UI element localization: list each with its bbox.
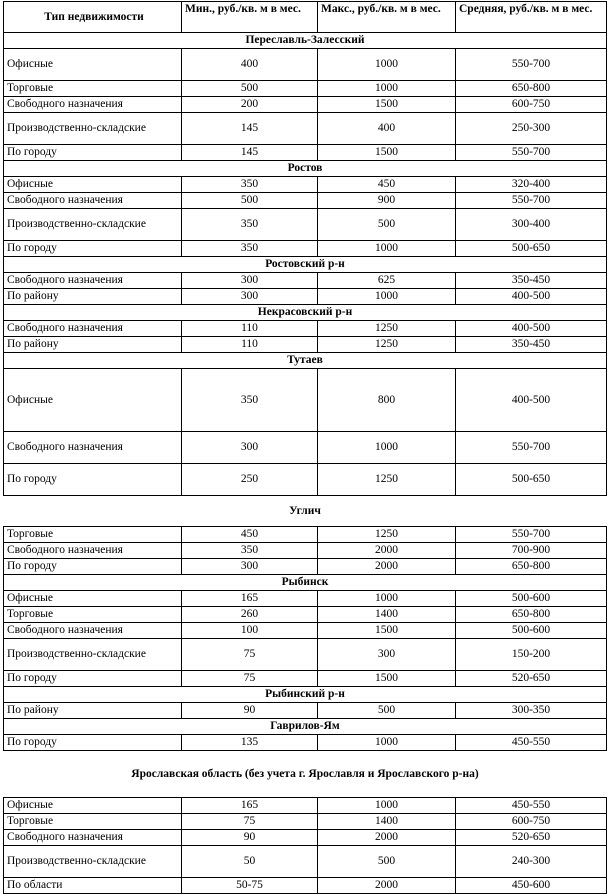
cell-max: 1500 [318,97,456,113]
cell-type: Офисные [4,591,182,607]
cell-avg: 300-350 [456,703,607,719]
group-header-row [4,751,607,798]
table-row [4,113,607,145]
cell-min: 350 [182,241,318,257]
group-header-row [4,305,607,321]
column-header-avg: Средняя, руб./кв. м в мес. [456,2,607,33]
group-header-row [4,719,607,735]
cell-type: Производственно-складские [4,846,182,878]
cell-min: 200 [182,97,318,113]
cell-avg: 650-800 [456,81,607,97]
cell-max: 2000 [318,543,456,559]
table-row [4,798,607,814]
cell-avg: 320-400 [456,177,607,193]
cell-min: 50-75 [182,878,318,894]
cell-avg: 550-700 [456,49,607,81]
cell-min: 90 [182,703,318,719]
cell-type: Торговые [4,81,182,97]
table-body [4,2,607,894]
cell-max: 1000 [318,735,456,751]
rent-price-table [3,1,607,894]
cell-type: Офисные [4,177,182,193]
cell-type: По городу [4,671,182,687]
cell-max: 1250 [318,464,456,496]
group-title: Рыбинск [4,575,607,591]
cell-max: 450 [318,177,456,193]
cell-max: 1000 [318,241,456,257]
cell-min: 500 [182,193,318,209]
column-header-type: Тип недвижимости [4,2,182,33]
cell-type: По району [4,289,182,305]
cell-type: Производственно-складские [4,113,182,145]
cell-avg: 650-800 [456,559,607,575]
cell-max: 1000 [318,432,456,464]
cell-type: По городу [4,559,182,575]
table-row [4,145,607,161]
cell-min: 50 [182,846,318,878]
cell-type: Производственно-складские [4,209,182,241]
cell-min: 110 [182,337,318,353]
cell-type: По городу [4,464,182,496]
cell-avg: 250-300 [456,113,607,145]
cell-max: 500 [318,846,456,878]
cell-min: 75 [182,639,318,671]
table-row [4,464,607,496]
cell-type: Свободного назначения [4,273,182,289]
group-header-row [4,575,607,591]
cell-max: 800 [318,369,456,432]
cell-type: Свободного назначения [4,97,182,113]
cell-min: 300 [182,559,318,575]
cell-max: 2000 [318,878,456,894]
cell-min: 145 [182,145,318,161]
cell-max: 900 [318,193,456,209]
cell-min: 400 [182,49,318,81]
cell-avg: 550-700 [456,145,607,161]
table-row [4,814,607,830]
cell-min: 165 [182,798,318,814]
table-row [4,878,607,894]
cell-max: 1000 [318,798,456,814]
cell-min: 350 [182,543,318,559]
cell-min: 75 [182,814,318,830]
cell-type: Торговые [4,527,182,543]
cell-avg: 500-600 [456,623,607,639]
cell-type: По городу [4,241,182,257]
cell-min: 350 [182,209,318,241]
cell-avg: 450-550 [456,735,607,751]
cell-max: 1000 [318,49,456,81]
table-row [4,321,607,337]
table-row [4,846,607,878]
cell-max: 1250 [318,527,456,543]
cell-type: Свободного назначения [4,321,182,337]
cell-min: 350 [182,369,318,432]
cell-min: 300 [182,432,318,464]
table-row [4,735,607,751]
table-row [4,49,607,81]
cell-max: 500 [318,703,456,719]
cell-avg: 550-700 [456,193,607,209]
cell-max: 400 [318,113,456,145]
table-row [4,81,607,97]
table-row [4,209,607,241]
group-title: Ростов [4,161,607,177]
cell-avg: 450-550 [456,798,607,814]
group-header-row [4,353,607,369]
cell-max: 1500 [318,671,456,687]
group-title: Рыбинский р-н [4,687,607,703]
cell-type: Офисные [4,369,182,432]
group-header-row [4,33,607,49]
table-row [4,671,607,687]
cell-avg: 600-750 [456,97,607,113]
table-row [4,97,607,113]
cell-min: 90 [182,830,318,846]
cell-avg: 550-700 [456,432,607,464]
cell-avg: 500-600 [456,591,607,607]
cell-avg: 400-500 [456,321,607,337]
cell-avg: 400-500 [456,369,607,432]
cell-max: 1250 [318,321,456,337]
table-row [4,432,607,464]
cell-avg: 500-650 [456,464,607,496]
group-title: Переславль-Залесский [4,33,607,49]
table-row [4,369,607,432]
cell-type: Торговые [4,814,182,830]
cell-type: По городу [4,145,182,161]
cell-min: 100 [182,623,318,639]
column-header-max: Макс., руб./кв. м в мес. [318,2,456,33]
cell-max: 500 [318,209,456,241]
cell-type: По району [4,703,182,719]
table-row [4,703,607,719]
cell-avg: 350-450 [456,273,607,289]
table-row [4,623,607,639]
table-row [4,607,607,623]
table-row [4,193,607,209]
cell-min: 500 [182,81,318,97]
cell-type: По району [4,337,182,353]
cell-type: Офисные [4,49,182,81]
cell-avg: 500-650 [456,241,607,257]
group-header-row [4,496,607,527]
header-row [4,2,607,33]
group-title: Некрасовский р-н [4,305,607,321]
cell-min: 300 [182,273,318,289]
cell-max: 1500 [318,623,456,639]
cell-min: 165 [182,591,318,607]
cell-type: По городу [4,735,182,751]
group-title: Ростовский р-н [4,257,607,273]
cell-type: Производственно-складские [4,639,182,671]
cell-avg: 300-400 [456,209,607,241]
cell-type: Свободного назначения [4,830,182,846]
group-title: Углич [4,496,607,527]
table-row [4,241,607,257]
cell-max: 1000 [318,81,456,97]
cell-avg: 350-450 [456,337,607,353]
group-title: Ярославская область (без учета г. Ярославля и Ярославского р-на) [4,751,607,798]
cell-min: 75 [182,671,318,687]
cell-avg: 700-900 [456,543,607,559]
cell-avg: 150-200 [456,639,607,671]
cell-avg: 600-750 [456,814,607,830]
cell-max: 1400 [318,814,456,830]
column-header-min: Мин., руб./кв. м в мес. [182,2,318,33]
cell-avg: 240-300 [456,846,607,878]
table-row [4,527,607,543]
cell-min: 145 [182,113,318,145]
cell-avg: 650-800 [456,607,607,623]
cell-max: 2000 [318,559,456,575]
table-row [4,559,607,575]
cell-max: 2000 [318,830,456,846]
cell-min: 110 [182,321,318,337]
cell-avg: 520-650 [456,830,607,846]
cell-avg: 450-600 [456,878,607,894]
cell-max: 625 [318,273,456,289]
cell-avg: 550-700 [456,527,607,543]
cell-max: 300 [318,639,456,671]
cell-min: 350 [182,177,318,193]
cell-min: 450 [182,527,318,543]
group-title: Гаврилов-Ям [4,719,607,735]
table-row [4,543,607,559]
table-row [4,337,607,353]
group-header-row [4,687,607,703]
cell-min: 260 [182,607,318,623]
cell-max: 1500 [318,145,456,161]
cell-min: 135 [182,735,318,751]
cell-min: 250 [182,464,318,496]
group-title: Тутаев [4,353,607,369]
cell-type: По области [4,878,182,894]
table-row [4,591,607,607]
table-row [4,289,607,305]
table-row [4,830,607,846]
table-row [4,273,607,289]
cell-avg: 400-500 [456,289,607,305]
cell-type: Свободного назначения [4,432,182,464]
cell-type: Свободного назначения [4,193,182,209]
cell-type: Свободного назначения [4,623,182,639]
cell-max: 1000 [318,289,456,305]
table-row [4,639,607,671]
table-row [4,177,607,193]
cell-type: Свободного назначения [4,543,182,559]
cell-min: 300 [182,289,318,305]
cell-type: Офисные [4,798,182,814]
cell-type: Торговые [4,607,182,623]
cell-max: 1400 [318,607,456,623]
cell-avg: 520-650 [456,671,607,687]
group-header-row [4,161,607,177]
cell-max: 1250 [318,337,456,353]
cell-max: 1000 [318,591,456,607]
group-header-row [4,257,607,273]
